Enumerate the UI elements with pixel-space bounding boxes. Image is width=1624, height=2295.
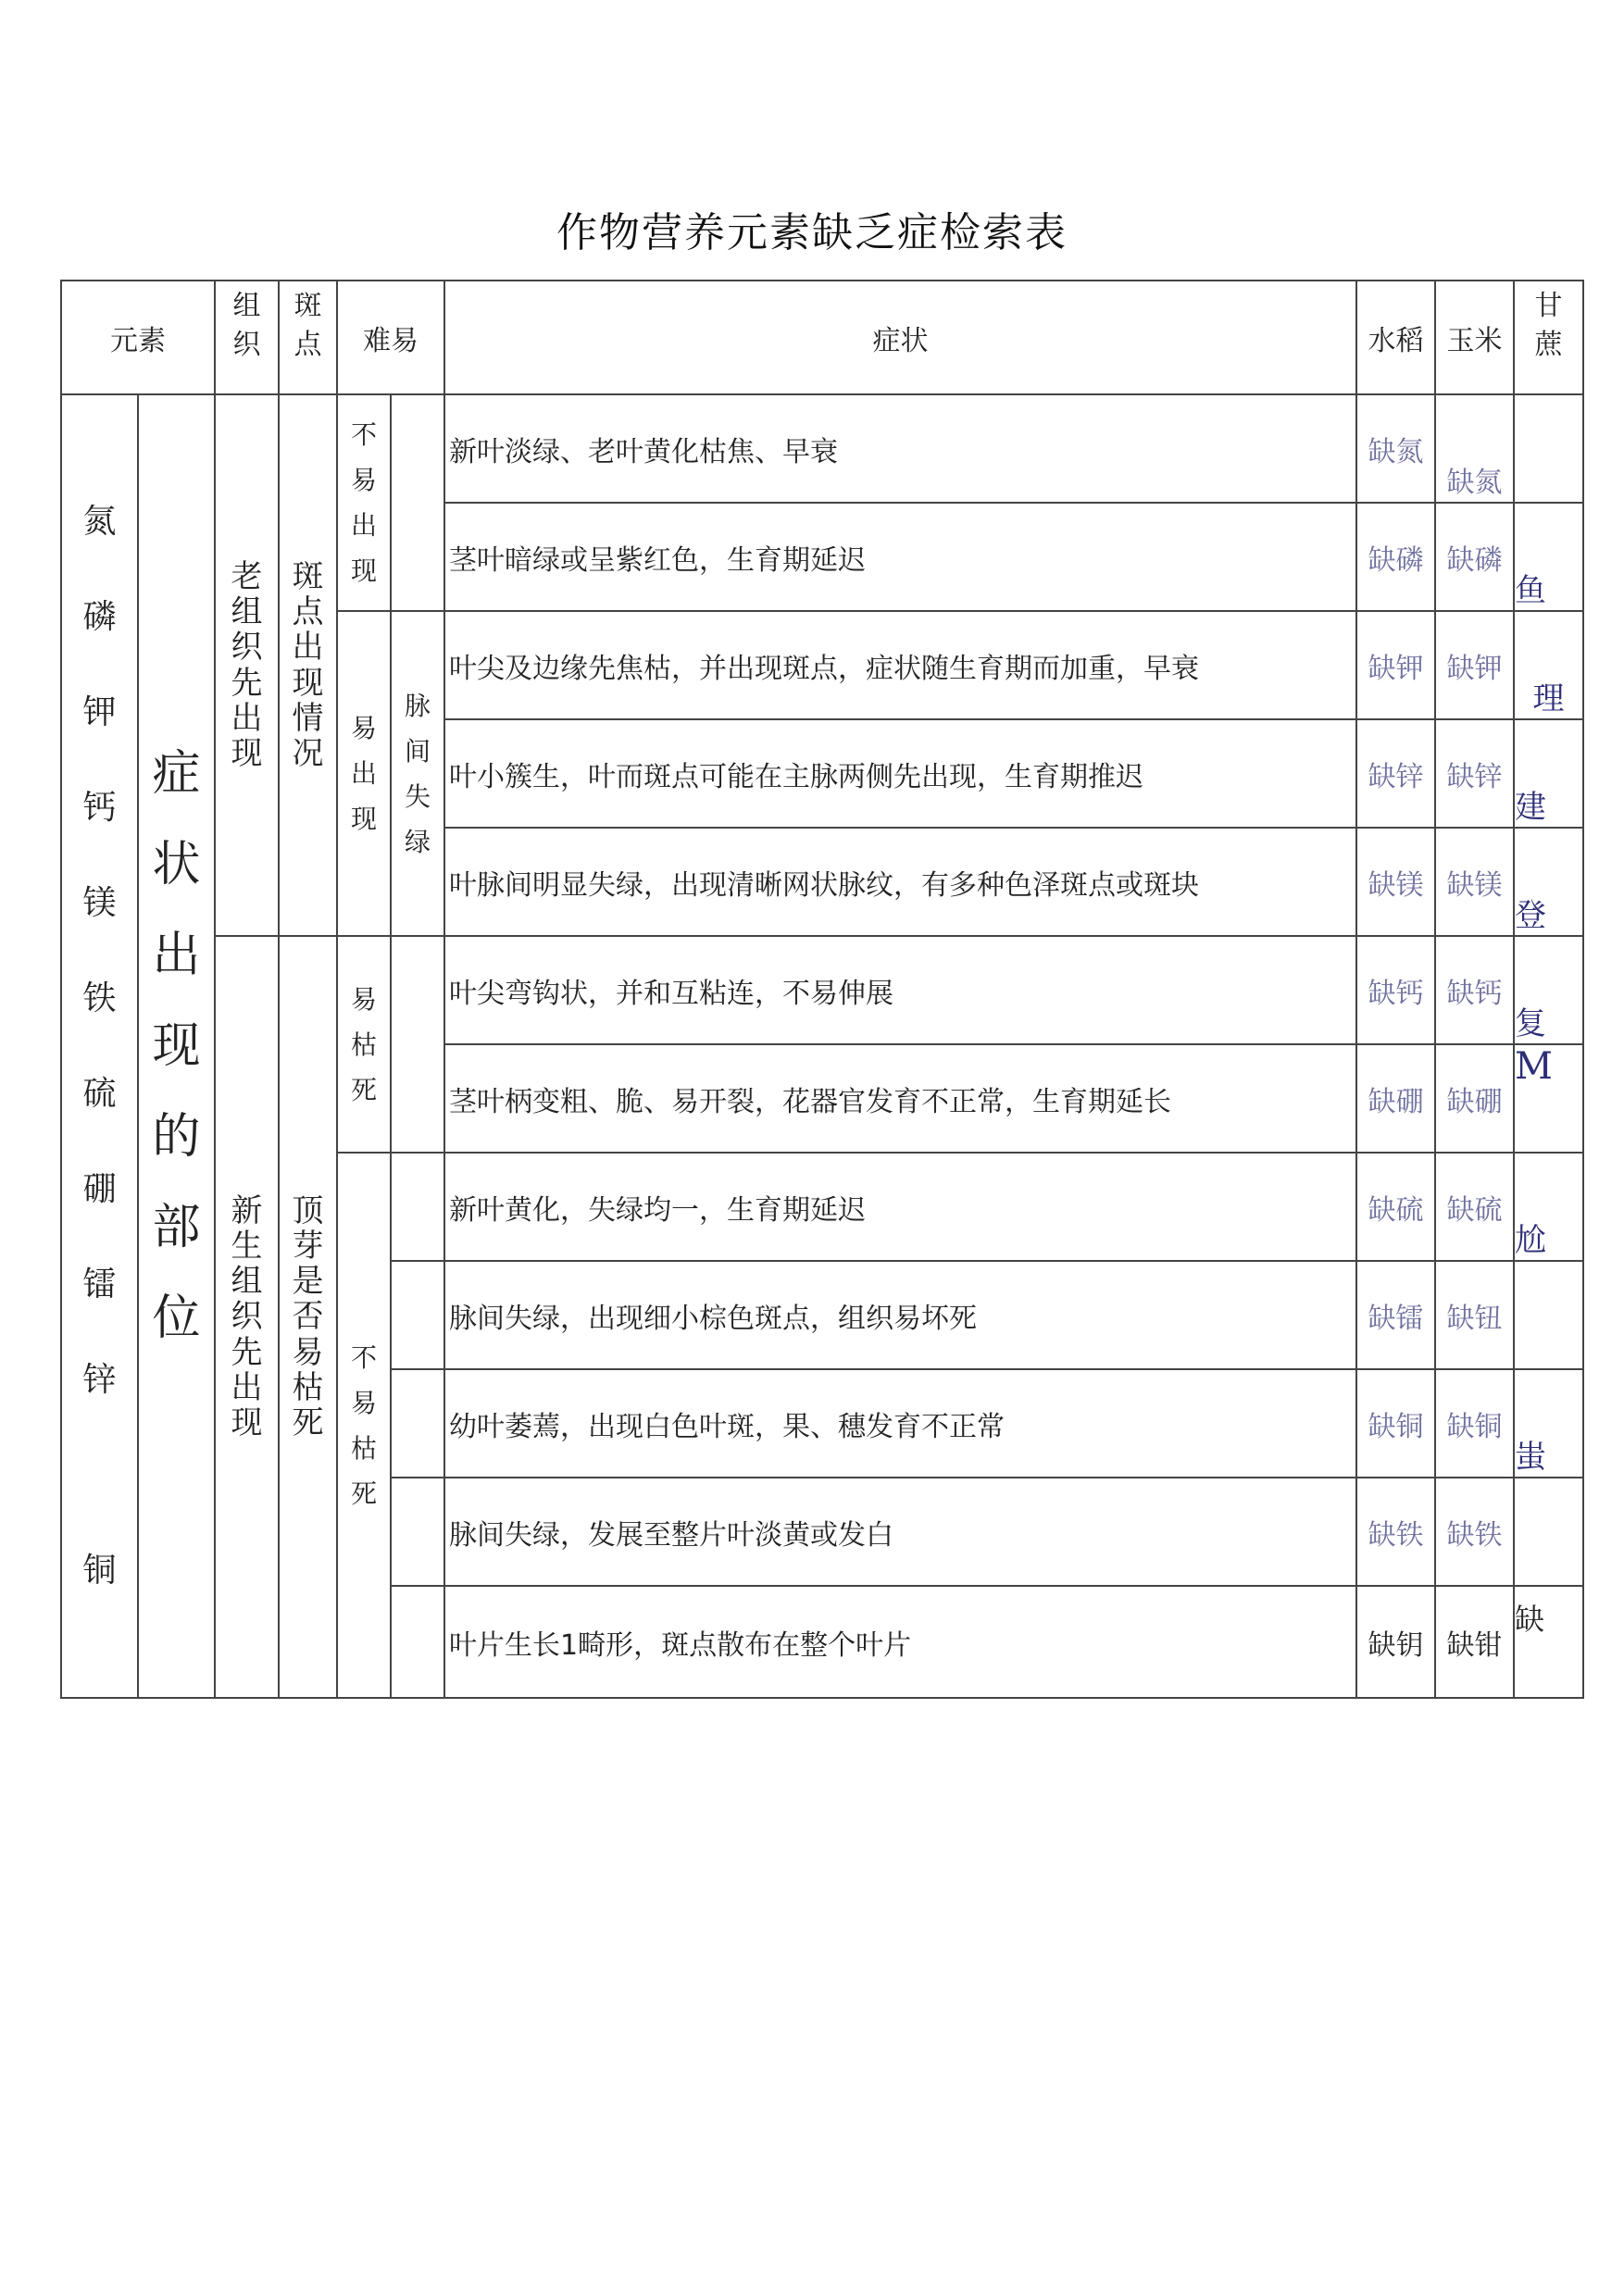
rice-cell: 缺钙 [1356,936,1435,1044]
symptom-cell: 脉间失绿，发展至整片叶淡黄或发白 [444,1478,1356,1586]
sugarcane-cell: 蚩 [1514,1369,1583,1478]
diff-not-die: 不易枯死 [337,1153,391,1698]
tissue-old: 老组织先出现 [215,394,279,936]
corn-cell: 缺铜 [1435,1369,1514,1478]
diff-empty-cell [391,1261,444,1369]
sugarcane-cell: 登 [1514,828,1583,936]
element-k: 钾 [82,693,117,731]
header-tissue: 组织 [215,281,279,394]
sugarcane-cell [1514,1478,1583,1586]
header-sugarcane: 甘蔗 [1514,281,1583,394]
sugarcane-cell: 尬 [1514,1153,1583,1261]
sugarcane-cell [1514,1261,1583,1369]
diff-empty-cell [391,936,444,1153]
rice-cell: 缺镭 [1356,1261,1435,1369]
rice-cell: 缺钾 [1356,611,1435,719]
diff-empty-cell [391,1478,444,1586]
symptom-cell: 叶尖及边缘先焦枯，并出现斑点，症状随生育期而加重，早衰 [444,611,1356,719]
corn-cell: 缺硫 [1435,1153,1514,1261]
symptom-cell: 脉间失绿，出现细小棕色斑点，组织易坏死 [444,1261,1356,1369]
symptom-cell: 新叶淡绿、老叶黄化枯焦、早衰 [444,394,1356,503]
rice-cell: 缺硫 [1356,1153,1435,1261]
element-ca: 钙 [82,789,117,827]
symptom-cell: 叶尖弯钩状，并和互粘连，不易伸展 [444,936,1356,1044]
sugarcane-cell: 建 [1514,719,1583,828]
interveinal-cell: 脉间失绿 [391,611,444,936]
spot-new: 顶芽是否易枯死 [279,936,337,1698]
header-rice: 水稻 [1356,281,1435,394]
element-mg: 镁 [82,884,117,922]
corn-cell: 缺硼 [1435,1044,1514,1153]
symptom-cell: 叶片生长1畸形，斑点散布在整个叶片 [444,1586,1356,1698]
corn-cell: 缺钳 [1435,1586,1514,1698]
element-p: 磷 [82,598,117,636]
sugarcane-cell: 缺 [1514,1586,1583,1698]
corn-cell: 缺铁 [1435,1478,1514,1586]
element-b: 硼 [82,1170,117,1208]
element-fe: 铁 [82,979,117,1017]
sugarcane-cell: 理 [1514,611,1583,719]
rice-cell: 缺硼 [1356,1044,1435,1153]
symptom-cell: 茎叶柄变粗、脆、易开裂，花器官发育不正常，生育期延长 [444,1044,1356,1153]
rice-cell: 缺氮 [1356,394,1435,503]
element-n: 氮 [82,503,117,541]
rice-cell: 缺铜 [1356,1369,1435,1478]
deficiency-table [60,280,1584,1699]
table-row [61,936,1583,1044]
diff-empty-cell [391,394,444,611]
rice-cell: 缺磷 [1356,503,1435,611]
corn-cell: 缺氮 [1435,394,1514,503]
sugarcane-cell: 复 [1514,936,1583,1044]
diff-not-appear: 不易出现 [337,394,391,611]
corn-cell: 缺钮 [1435,1261,1514,1369]
element-cu: 铜 [82,1552,117,1590]
corn-cell: 缺钾 [1435,611,1514,719]
corn-cell: 缺钙 [1435,936,1514,1044]
sugarcane-cell: M [1514,1044,1583,1153]
tissue-new: 新生组织先出现 [215,936,279,1698]
rice-cell: 缺镁 [1356,828,1435,936]
header-element: 元素 [61,281,215,394]
elements-column [61,394,138,1698]
diff-appear: 易出现 [337,611,391,936]
sugarcane-cell: 鱼 [1514,503,1583,611]
header-corn: 玉米 [1435,281,1514,394]
header-row [61,281,1583,394]
corn-cell: 缺镁 [1435,828,1514,936]
diff-empty-cell [391,1369,444,1478]
symptom-cell: 幼叶萎蔫，出现白色叶斑，果、穗发育不正常 [444,1369,1356,1478]
element-ra: 镭 [82,1266,117,1303]
diff-empty-cell [391,1586,444,1698]
diff-empty-cell [391,1153,444,1261]
symptom-cell: 叶脉间明显失绿，出现清晰网状脉纹，有多种色泽斑点或斑块 [444,828,1356,936]
element-zn: 锌 [82,1361,117,1399]
corn-cell: 缺锌 [1435,719,1514,828]
rice-cell: 缺钥 [1356,1586,1435,1698]
rice-cell: 缺锌 [1356,719,1435,828]
rice-cell: 缺铁 [1356,1478,1435,1586]
header-symptom: 症状 [444,281,1356,394]
symptom-place: 症状出现的部位 [138,394,215,1698]
diff-easy-die: 易枯死 [337,936,391,1153]
header-difficulty: 难易 [337,281,444,394]
element-s: 硫 [82,1075,117,1113]
symptom-cell: 茎叶暗绿或呈紫红色，生育期延迟 [444,503,1356,611]
corn-cell: 缺磷 [1435,503,1514,611]
page-title: 作物营养元素缺乏症检索表 [556,209,1068,256]
symptom-cell: 叶小簇生，叶而斑点可能在主脉两侧先出现，生育期推迟 [444,719,1356,828]
sugarcane-cell [1514,394,1583,503]
table-row [61,394,1583,503]
header-spot: 斑点 [279,281,337,394]
symptom-cell: 新叶黄化，失绿均一，生育期延迟 [444,1153,1356,1261]
spot-old: 斑点出现情况 [279,394,337,936]
